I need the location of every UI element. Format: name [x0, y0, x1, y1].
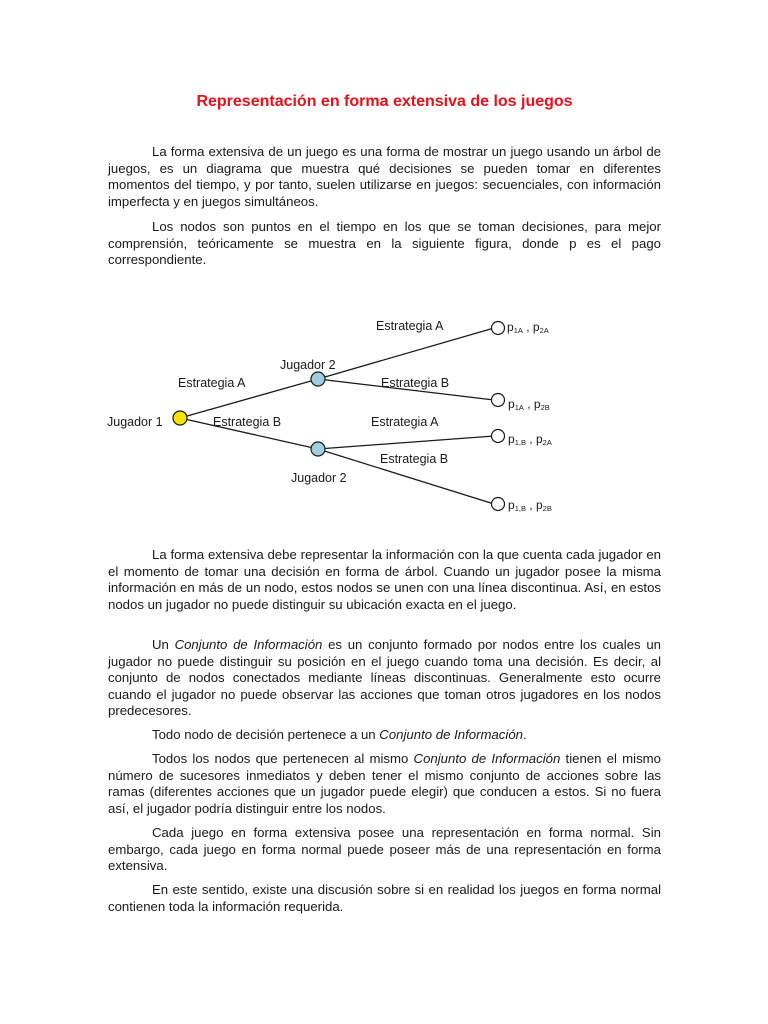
branch-j2top-a	[318, 328, 494, 379]
jugador2-bottom-node	[311, 442, 325, 456]
paragraph-intro: La forma extensiva de un juego es una forma de mostrar un juego usando un árbol de juegos, es un diagrama que muestra qué decisiones se pueden tomar en diferentes momentos del tiempo, y por tanto, suelen utilizarse en juegos: secuenciales, con información imperfecta y en juegos simultáneos.	[108, 144, 661, 209]
paragraph-nodes: Los nodos son puntos en el tiempo en los que se toman decisiones, para mejor comprensión, teóricamente se muestra en la siguiente figura, donde p es el pago correspondiente.	[108, 219, 661, 268]
paragraph-extensive-form: La forma extensiva debe representar la información con la que cuenta cada jugador en el momento de tomar una decisión en forma de árbol. Cuando un jugador posee la misma información en más de un nodo, estos nodos se unen con una línea discontinua. Así, en estos nodos un jugador no puede distinguir su ubicación exacta en el juego.	[108, 547, 661, 612]
terminal-node-4	[492, 498, 505, 511]
paragraph-discussion: En este sentido, existe una discusión sobre si en realidad los juegos en forma normal contienen toda la información requerida.	[108, 882, 661, 914]
paragraph-successors: Todos los nodos que pertenecen al mismo Conjunto de Información tienen el mismo número de sucesores inmediatos y deben tener el mismo conjunto de acciones sobre las ramas (diferentes acciones que un jugador puede elegir) que conducen a estos. Si no fuera así, el jugador podría distinguir entre los nodos.	[108, 751, 661, 816]
label-estrategia-b-j2top: Estrategia B	[381, 376, 450, 390]
tree-branches	[180, 328, 494, 504]
jugador2-top-node	[311, 372, 325, 386]
label-jugador1: Jugador 1	[107, 415, 163, 429]
payoff-3: p1,B , p2A	[508, 432, 552, 447]
label-estrategia-b-j2bot: Estrategia B	[380, 452, 449, 466]
label-estrategia-a-j2top: Estrategia A	[376, 319, 444, 333]
jugador1-node	[173, 411, 187, 425]
label-estrategia-b-j1: Estrategia B	[213, 415, 282, 429]
branch-j2top-b	[318, 379, 494, 400]
terminal-node-2	[492, 394, 505, 407]
label-estrategia-a-j2bot: Estrategia A	[371, 415, 439, 429]
branch-j2bot-b	[318, 449, 494, 504]
branch-j2bot-a	[318, 436, 494, 449]
terminal-node-1	[492, 322, 505, 335]
branch-j1-a	[180, 379, 318, 418]
payoff-4: p1,B , p2B	[508, 498, 552, 513]
document-title: Representación en forma extensiva de los juegos	[196, 93, 573, 110]
terminal-node-3	[492, 430, 505, 443]
payoff-1: p1A , p2A	[507, 320, 549, 335]
paragraph-information-set: Un Conjunto de Información es un conjunto formado por nodos entre los cuales un jugador no puede distinguir su posición en el juego cuando toma una decisión. Es decir, al conjunto de nodos conectados mediante líneas discontinuas. Generalmente esto ocurre cuando el jugador no puede observar las acciones que toman otros jugadores en los nodos predecesores.	[108, 637, 661, 719]
paragraph-normal-form: Cada juego en forma extensiva posee una representación en forma normal. Sin embargo, cada juego en forma normal puede poseer más de una representación en forma extensiva.	[108, 825, 661, 874]
label-jugador2-bottom: Jugador 2	[291, 471, 347, 485]
label-jugador2-top: Jugador 2	[280, 358, 336, 372]
branch-j1-b	[180, 418, 318, 449]
label-estrategia-a-j1: Estrategia A	[178, 376, 246, 390]
paragraph-decision-node: Todo nodo de decisión pertenece a un Conjunto de Información.	[152, 727, 527, 742]
payoff-2: p1A , p2B	[508, 397, 550, 412]
